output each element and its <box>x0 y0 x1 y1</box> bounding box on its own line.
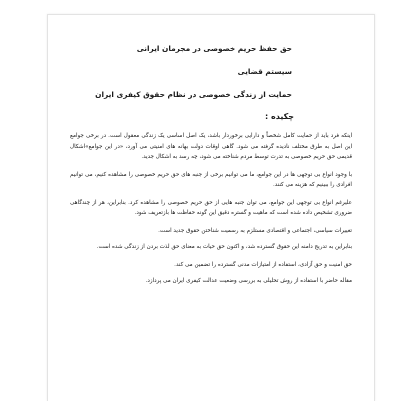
paragraph-6: حق امنیت و حق آزادی، استفاده از امتیازات مدنی گسترده را تضمین می کند. <box>174 261 352 268</box>
section-title: حمایت از زندگی خصوصی در نظام حقوق کیفری ایران <box>95 90 292 99</box>
paragraph-7: مقاله حاضر با استفاده از روش تحلیلی به بررسی وضعیت عدالت کیفری ایران می پردازد. <box>145 278 352 284</box>
paragraph-2: با وجود انواع بی توجهی ها در این جوامع، ما می توانیم برخی از جنبه های حق حریم خصوصی را مشاهده کنیم، می توانیم افرادی را ببینیم که هزینه می کنند. <box>70 171 352 188</box>
paragraph-1: اینکه فرد باید از حمایت کامل شخصاً و دارایی برخوردار باشد، یک اصل اساسی یک زندگی معقول است. در برخی جوامع این اصل به طرق مختلف نادیده گرفته می شود. گاهی اوقات دولت بهانه های امنیتی می آورد، «در این جوامع»اشکال قدیمی حق حریم خصوصی به تدرت توسط مردم شناخته می شود، چه رسد به اشکال جدید. <box>70 133 352 160</box>
document-page <box>47 14 375 401</box>
document-title: حق حفظ حریم خصوصی در مجرمان ایرانی <box>136 44 292 53</box>
abstract-label: چکیده : <box>264 112 294 121</box>
document-content <box>70 43 352 294</box>
document-subtitle: سیستم قضایی <box>237 67 292 76</box>
paragraph-3: علیرغم انواع بی توجهی این جوامع، می توان جنبه هایی از حق حریم خصوصی را مشاهده کرد. بنابراین، هر از چندگاهی ضروری تشخیص داده شده است که ماهیت و گستره دقیق این گونه حفاظت ها بازتعریف شود. <box>70 199 352 216</box>
paragraph-5: بنابراین به تدریج دامنه این حقوق گسترده شد، و اکنون حق حیات به معنای حق لذت بردن از زندگی شده است. <box>96 244 352 250</box>
paragraph-4: تغییرات سیاسی، اجتماعی و اقتصادی مستلزم به رسمیت شناختن حقوق جدید است. <box>158 227 352 234</box>
